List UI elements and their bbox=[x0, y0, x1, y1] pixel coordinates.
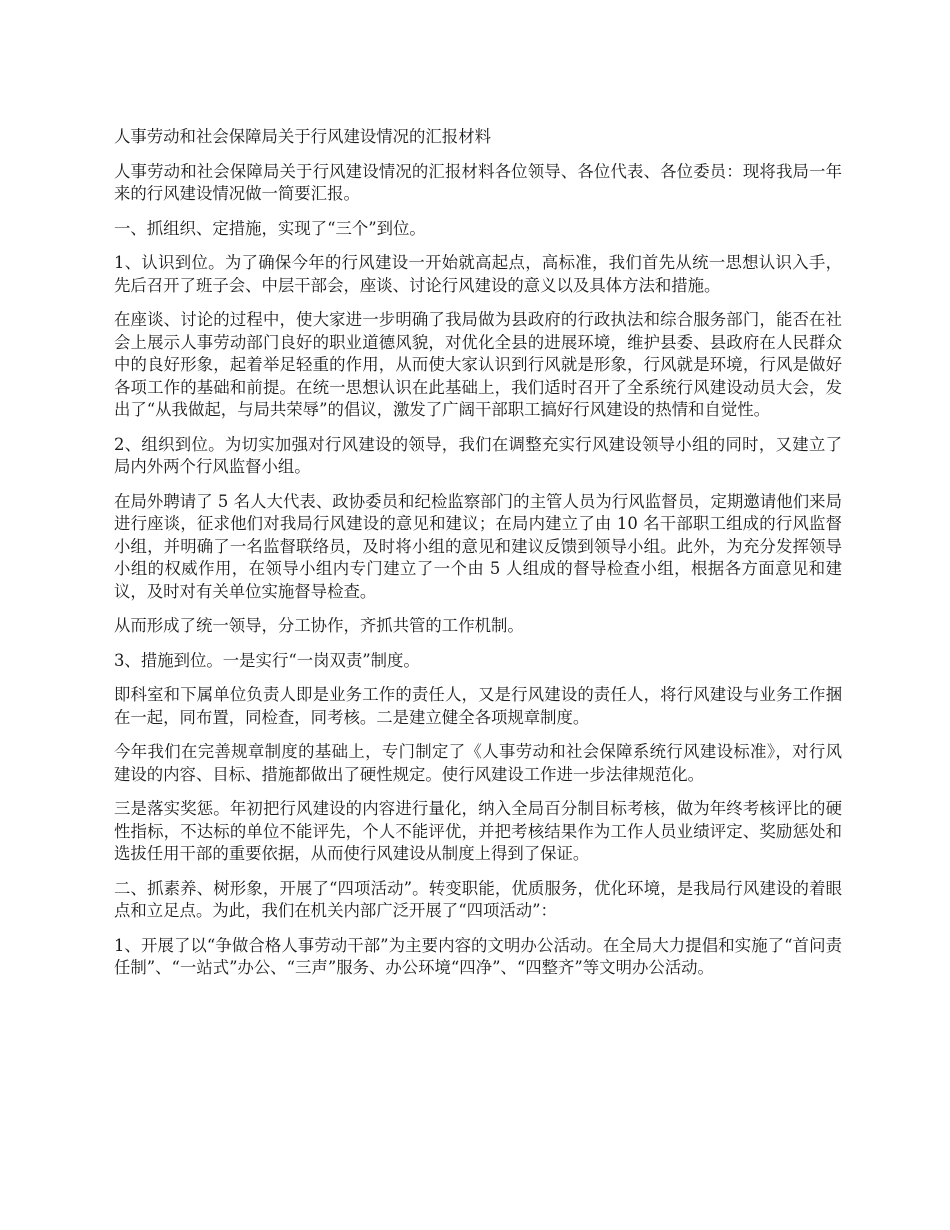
document-page bbox=[114, 126, 842, 992]
paragraph-section-two-heading: 二、抓素养、树形象，开展了“四项活动”。转变职能，优质服务，优化环境，是我局行风建设的着眼点和立足点。为此，我们在机关内部广泛开展了“四项活动”： bbox=[114, 878, 842, 920]
paragraph-civilized-office: 1、开展了以“争做合格人事劳动干部”为主要内容的文明办公活动。在全局大力提倡和实施了“首问责任制”、“一站式”办公、“三声”服务、办公环境“四净”、“四整齐”等文明办公活动。 bbox=[114, 935, 842, 977]
paragraph-awareness: 1、认识到位。为了确保今年的行风建设一开始就高起点，高标准，我们首先从统一思想认识入手，先后召开了班子会、中层干部会，座谈、讨论行风建设的意义以及具体方法和措施。 bbox=[114, 253, 842, 295]
paragraph-intro: 人事劳动和社会保障局关于行风建设情况的汇报材料各位领导、各位代表、各位委员：现将我局一年来的行风建设情况做一简要汇报。 bbox=[114, 161, 842, 203]
paragraph-regulations: 今年我们在完善规章制度的基础上，专门制定了《人事劳动和社会保障系统行风建设标准》，对行风建设的内容、目标、措施都做出了硬性规定。使行风建设工作进一步法律规范化。 bbox=[114, 742, 842, 784]
paragraph-organization: 2、组织到位。为切实加强对行风建设的领导，我们在调整充实行风建设领导小组的同时，又建立了局内外两个行风监督小组。 bbox=[114, 434, 842, 476]
paragraph-supervisors: 在局外聘请了 5 名人大代表、政协委员和纪检监察部门的主管人员为行风监督员，定期邀请他们来局进行座谈，征求他们对我局行风建设的意见和建议；在局内建立了由 10 名干部职工组成的行风监督小组，并明确了一名监督联络员，及时将小组的意见和建议反馈到领导小组。此外，为充分发挥领导小组的权威作用，在领导小组内专门建立了一个由 5 人组成的督导检查小组，根据各方面意见和建议，及时对有关单位实施督导检查。 bbox=[114, 491, 842, 601]
paragraph-mechanism: 从而形成了统一领导，分工协作，齐抓共管的工作机制。 bbox=[114, 616, 524, 635]
paragraph-measures: 3、措施到位。一是实行“一岗双责”制度。 bbox=[114, 650, 420, 670]
paragraph-responsibility: 即科室和下属单位负责人即是业务工作的责任人，又是行风建设的责任人，将行风建设与业务工作捆在一起，同布置，同检查，同考核。二是建立健全各项规章制度。 bbox=[114, 685, 842, 727]
paragraph-discussion: 在座谈、讨论的过程中，使大家进一步明确了我局做为县政府的行政执法和综合服务部门，能否在社会上展示人事劳动部门良好的职业道德风貌，对优化全县的进展环境，维护县委、县政府在人民群众中的良好形象，起着举足轻重的作用，从而使大家认识到行风就是形象，行风就是环境，行风是做好各项工作的基础和前提。在统一思想认识在此基础上，我们适时召开了全系统行风建设动员大会，发出了“从我做起，与局共荣辱”的倡议，激发了广阔干部职工搞好行风建设的热情和自觉性。 bbox=[114, 310, 842, 419]
document-title: 人事劳动和社会保障局关于行风建设情况的汇报材料 bbox=[114, 127, 491, 146]
paragraph-section-one-heading: 一、抓组织、定措施，实现了“三个”到位。 bbox=[114, 218, 426, 238]
paragraph-rewards: 三是落实奖惩。年初把行风建设的内容进行量化，纳入全局百分制目标考核，做为年终考核评比的硬性指标，不达标的单位不能评先，个人不能评优，并把考核结果作为工作人员业绩评定、奖励惩处和选拔任用干部的重要依据，从而使行风建设从制度上得到了保证。 bbox=[114, 799, 842, 863]
